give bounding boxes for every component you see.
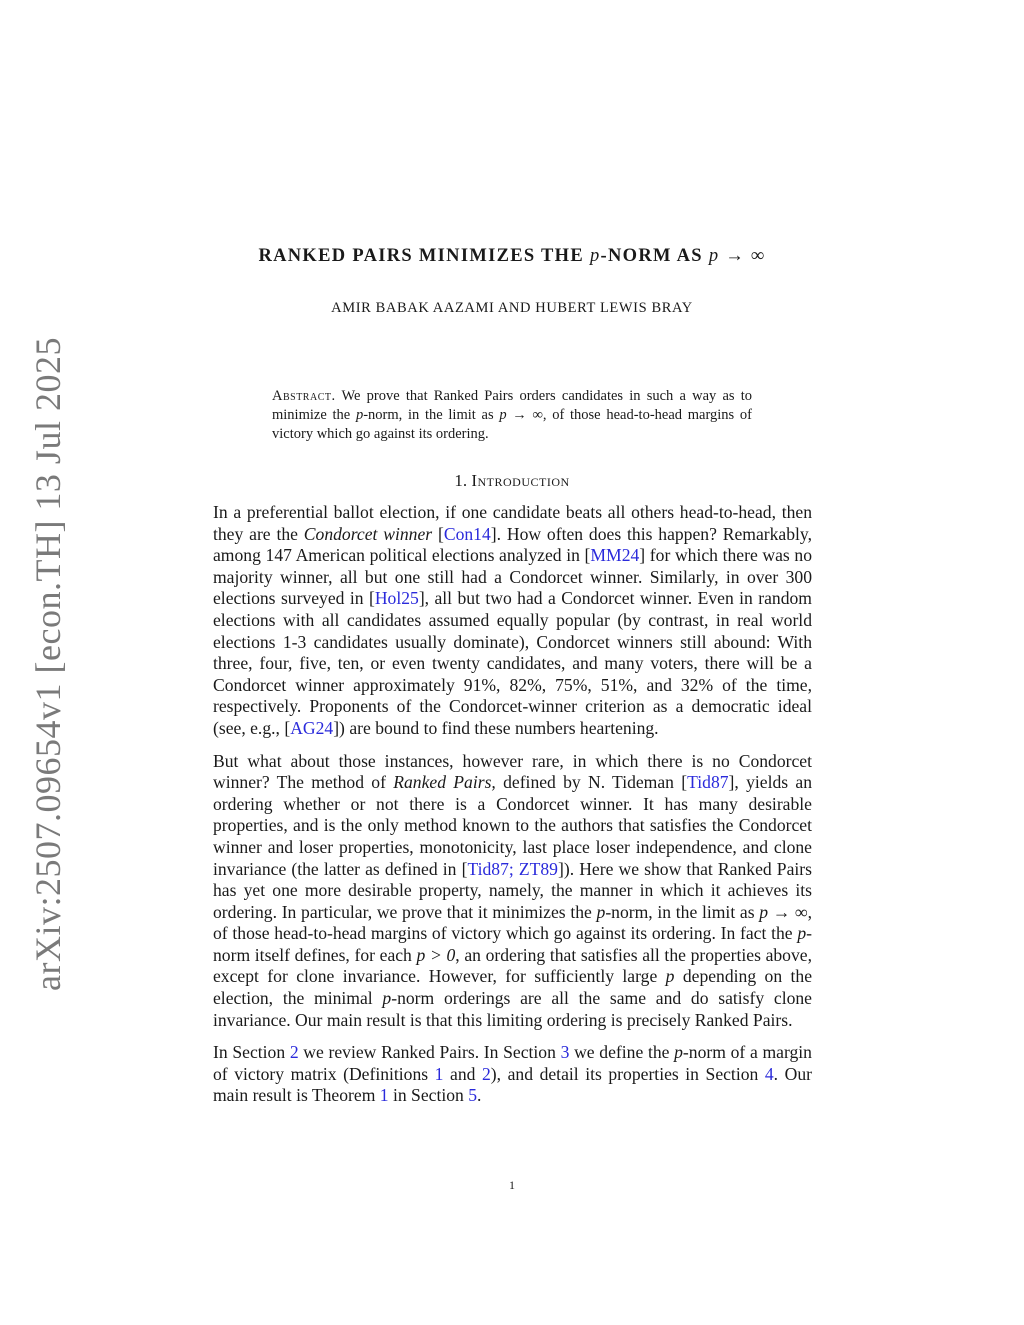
math-p: p [665, 966, 675, 987]
math-p: p [797, 923, 807, 944]
page-number: 1 [509, 1178, 515, 1192]
citation-link-tid87[interactable]: Tid87 [687, 772, 729, 793]
p2-text: depending on the election, the minimal [213, 966, 812, 1009]
p2-text: -norm orderings are all the same and do satisfy clone invariance. Our main result is that this limiting ordering is precisely Ranked Pairs. [213, 988, 812, 1030]
citation-link-tid87[interactable]: Tid87 [467, 858, 509, 879]
section-title: Introduction [471, 471, 570, 490]
theorem-link-1[interactable]: 1 [379, 1085, 389, 1106]
section-link-2[interactable]: 2 [289, 1042, 299, 1063]
authors: AMIR BABAK AAZAMI AND HUBERT LEWIS BRAY [331, 300, 693, 316]
citation-separator: ; [508, 858, 519, 879]
p3-text: in Section [388, 1085, 469, 1106]
math-condition: p > 0 [416, 944, 456, 965]
section-number: 1. [454, 471, 468, 490]
section-heading [0, 471, 1024, 491]
p1-text: ], all but two had a Condorcet winner. Even in random elections with all candidates assumed equally popular (by contrast, in real world elections 1-3 candidates usually dominate), Condorcet winners still abound: With three, four, five, ten, or even twenty candidates, and many voters, there will be a Condorcet winner approximately 91%, 82%, 75%, 51%, and 32% of the time, respectively. Proponents of the Condorcet-winner criterion as a democratic ideal (see, e.g., [ [213, 588, 812, 738]
math-p: p [382, 988, 392, 1009]
p3-text: -norm of a margin of victory matrix (Definitions [213, 1042, 812, 1084]
definition-link-1[interactable]: 1 [434, 1063, 444, 1084]
abstract-text-a: We prove that Ranked Pairs orders candidates in such a way as to minimize the [272, 388, 752, 423]
p1-text: ]) are bound to find these numbers heartening. [333, 717, 659, 738]
p3-text: we define the [569, 1042, 675, 1063]
p2-text: ]). Here we show that Ranked Pairs has yet one more desirable property, namely, the manner in which it achieves its ordering. In particular, we prove that it minimizes the [213, 858, 812, 922]
arxiv-identifier: arXiv:2507.09654v1 [econ.TH] 13 Jul 2025 [28, 337, 68, 991]
title-limit: p → ∞ [708, 246, 766, 266]
p2-text: defined by N. Tideman [ [495, 772, 688, 793]
definition-link-2[interactable]: 2 [482, 1063, 491, 1084]
paragraph-2 [213, 751, 812, 1032]
abstract-text-c: , of those head-to-head margins of victory which go against its ordering. [272, 407, 752, 442]
citation-link-mm24[interactable]: MM24 [590, 545, 640, 566]
paper-title [0, 246, 1024, 267]
p3-text: ), and detail its properties in Section [490, 1063, 765, 1084]
p1-text: ] for which there was no majority winner, all but one still had a Condorcet winner. Similarly, in over 300 elections surveyed in [ [213, 545, 812, 609]
math-p: p [596, 901, 606, 922]
p3-text: we review Ranked Pairs. In Section [298, 1042, 561, 1063]
term-condorcet-winner: Condorcet winner [303, 523, 433, 544]
body-text [213, 502, 812, 1118]
citation-link-ag24[interactable]: AG24 [290, 717, 334, 738]
abstract [272, 387, 752, 444]
p3-text: . [477, 1085, 482, 1106]
p3-text: In Section [213, 1042, 290, 1063]
p1-text: In a preferential ballot election, if one candidate beats all others head-to-head, then they are the [213, 502, 812, 544]
paragraph-3 [213, 1042, 812, 1107]
p2-text: , of those head-to-head margins of victory which go against its ordering. In fact the [213, 901, 812, 944]
p3-text: . Our main result is Theorem [213, 1063, 812, 1106]
title-p-symbol: p [589, 246, 601, 266]
p2-text: , an ordering that satisfies all the properties above, except for clone invariance. However, for sufficiently large [213, 944, 812, 987]
title-part1: RANKED PAIRS MINIMIZES THE [258, 246, 590, 266]
p2-text: -norm itself defines, for each [213, 923, 812, 965]
p3-text: and [443, 1063, 482, 1084]
abstract-text-b: -norm, in the limit as [363, 407, 500, 423]
p1-text: [ [432, 523, 444, 544]
term-ranked-pairs: Ranked Pairs, [393, 772, 496, 793]
abstract-limit: p → ∞ [499, 407, 543, 423]
p1-text: ]. How often does this happen? Remarkably, among 147 American political elections analyzed in [ [213, 523, 812, 566]
citation-link-hol25[interactable]: Hol25 [374, 588, 419, 609]
section-link-4[interactable]: 4 [764, 1063, 774, 1084]
abstract-p: p [355, 407, 364, 423]
abstract-label: Abstract. [272, 388, 336, 404]
math-p: p [674, 1042, 683, 1063]
section-link-5[interactable]: 5 [468, 1085, 478, 1106]
paragraph-1 [213, 502, 812, 740]
citation-link-con14[interactable]: Con14 [443, 523, 491, 544]
citation-link-zt89[interactable]: ZT89 [518, 858, 558, 879]
section-link-3[interactable]: 3 [560, 1042, 570, 1063]
p2-text: -norm, in the limit as [605, 901, 760, 922]
p2-text: ], yields an ordering whether or not there is a Condorcet winner. It has many desirable properties, and is the only method known to the authors that satisfies the Condorcet winner and loser properties, monotonicity, last place loser independence, and clone invariance (the latter as defined in [ [213, 772, 812, 879]
math-limit: p → ∞ [759, 901, 808, 922]
title-part2: -NORM AS [600, 246, 709, 266]
p2-text: But what about those instances, however rare, in which there is no Condorcet winner? The method of [213, 750, 812, 793]
